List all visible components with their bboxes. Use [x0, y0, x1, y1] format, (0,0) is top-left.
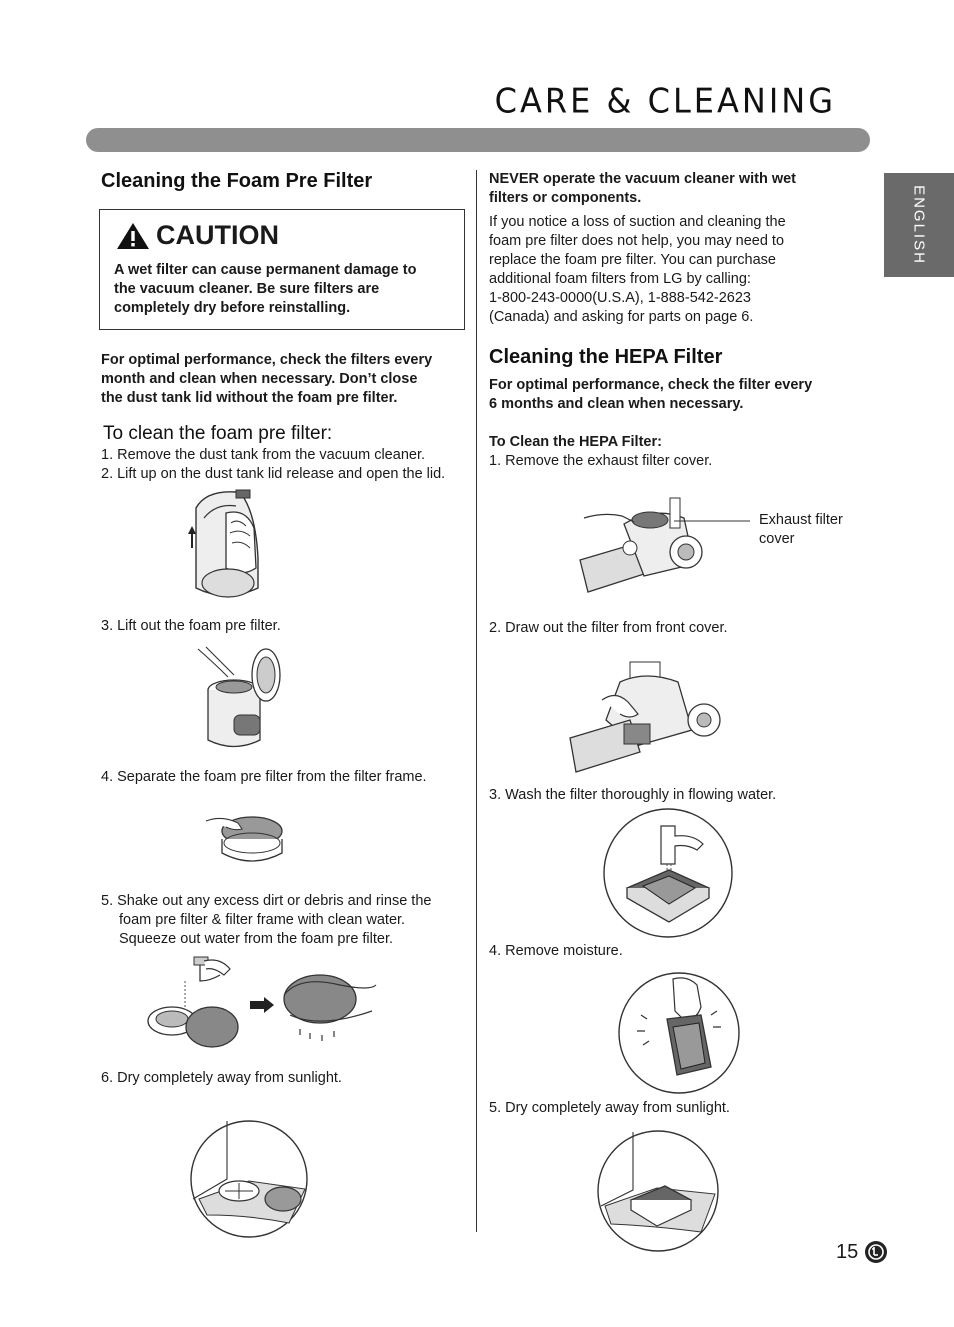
note-line: replace the foam pre filter. You can purchase	[489, 252, 776, 268]
note-line: month and clean when necessary. Don’t close	[101, 371, 418, 387]
foam-step-5-line-2: foam pre filter & filter frame with clean water.	[119, 912, 406, 928]
rinse-squeeze-illustration	[140, 955, 380, 1050]
replacement-note	[489, 213, 869, 327]
page-number	[836, 1240, 888, 1264]
wash-hepa-illustration	[603, 808, 733, 938]
never-warning	[489, 170, 869, 208]
note-line: the dust tank lid without the foam pre filter.	[101, 390, 398, 406]
remove-moisture-illustration	[617, 971, 741, 1095]
warning-line: NEVER operate the vacuum cleaner with wet	[489, 171, 797, 187]
note-line: For optimal performance, check the filters every	[101, 352, 433, 368]
hepa-step-5: 5. Dry completely away from sunlight.	[489, 1100, 730, 1116]
foam-step-6: 6. Dry completely away from sunlight.	[101, 1070, 342, 1086]
page-number-text: 15	[836, 1240, 859, 1263]
hepa-optimal-note	[489, 376, 869, 414]
caution-line: A wet filter can cause permanent damage to	[114, 262, 417, 278]
caution-line: completely dry before reinstalling.	[114, 300, 351, 316]
dry-hepa-illustration	[597, 1130, 719, 1252]
dry-foam-filter-illustration	[189, 1119, 309, 1239]
draw-out-filter-illustration	[566, 660, 726, 780]
note-line: If you notice a loss of suction and cleaning the	[489, 214, 786, 230]
caution-box	[99, 209, 465, 330]
caution-label: CAUTION	[156, 220, 279, 250]
note-line: 6 months and clean when necessary.	[489, 396, 744, 412]
foam-step-4: 4. Separate the foam pre filter from the filter frame.	[101, 769, 427, 785]
note-line: foam pre filter does not help, you may need to	[489, 233, 785, 249]
column-divider	[476, 170, 477, 1232]
hepa-step-1: 1. Remove the exhaust filter cover.	[489, 453, 713, 469]
foam-section-title: Cleaning the Foam Pre Filter	[101, 170, 373, 192]
language-tab-label: ENGLISH	[910, 185, 928, 265]
header-bar	[86, 128, 870, 152]
caution-heading	[116, 220, 279, 251]
warning-icon	[116, 222, 150, 250]
foam-step-3: 3. Lift out the foam pre filter.	[101, 618, 281, 634]
note-line: additional foam filters from LG by calling:	[489, 271, 751, 287]
exhaust-callout	[759, 511, 843, 549]
dust-tank-open-illustration	[186, 488, 276, 608]
language-tab	[884, 173, 954, 277]
hepa-step-2: 2. Draw out the filter from front cover.	[489, 620, 728, 636]
foam-subhead: To clean the foam pre filter:	[103, 423, 333, 444]
note-line: (Canada) and asking for parts on page 6.	[489, 309, 754, 325]
separate-filter-illustration	[204, 809, 284, 871]
hepa-subhead: To Clean the HEPA Filter:	[489, 434, 662, 450]
callout-line: Exhaust filter	[759, 512, 843, 528]
note-line: For optimal performance, check the filter every	[489, 377, 813, 393]
caution-line: the vacuum cleaner. Be sure filters are	[114, 281, 380, 297]
exhaust-cover-illustration	[574, 494, 754, 598]
foam-optimal-note	[101, 351, 471, 408]
foam-step-2: 2. Lift up on the dust tank lid release and open the lid.	[101, 466, 446, 482]
foam-step-1: 1. Remove the dust tank from the vacuum cleaner.	[101, 447, 425, 463]
foam-step-5-line-3: Squeeze out water from the foam pre filter.	[119, 931, 394, 947]
note-line: 1-800-243-0000(U.S.A), 1-888-542-2623	[489, 290, 751, 306]
hepa-step-3: 3. Wash the filter thoroughly in flowing water.	[489, 787, 777, 803]
page-header-title: CARE & CLEANING	[494, 81, 836, 121]
caution-text	[114, 261, 454, 318]
warning-line: filters or components.	[489, 190, 642, 206]
lg-logo-icon	[864, 1240, 888, 1264]
foam-step-5: 5. Shake out any excess dirt or debris and rinse the	[101, 893, 432, 909]
hepa-section-title: Cleaning the HEPA Filter	[489, 346, 723, 368]
hepa-step-4: 4. Remove moisture.	[489, 943, 623, 959]
lift-foam-filter-illustration	[194, 645, 284, 757]
callout-line: cover	[759, 531, 795, 547]
